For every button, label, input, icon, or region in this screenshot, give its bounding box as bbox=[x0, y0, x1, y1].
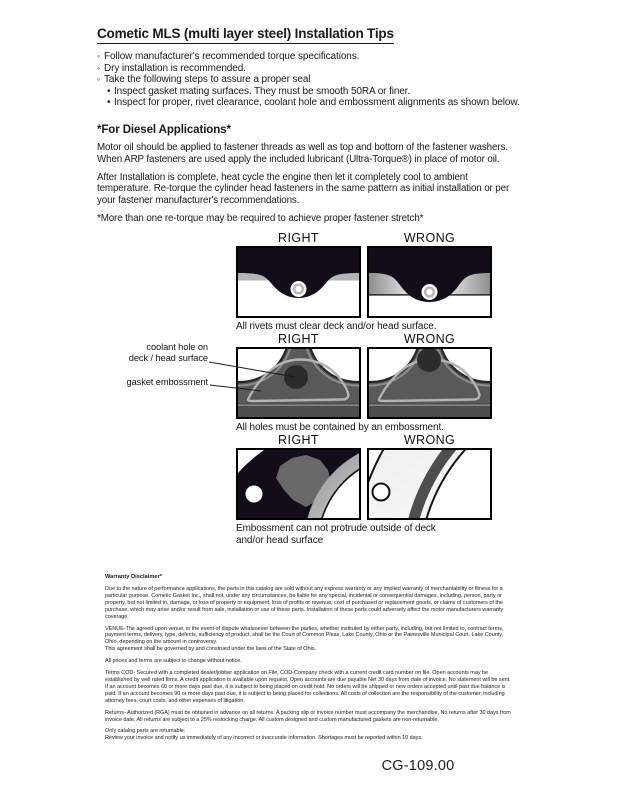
retorque-note: *More than one re-torque may be required to achieve proper fastener stretch* bbox=[97, 212, 424, 224]
diagram-hole-wrong-image bbox=[367, 347, 492, 419]
right-label: RIGHT bbox=[278, 433, 319, 447]
diagram-rivet-right-image bbox=[236, 246, 361, 318]
legal-paragraph: This agreement shall be governed by and construed under the laws of the State of Ohio. bbox=[105, 646, 317, 653]
diagram-images bbox=[236, 347, 492, 419]
diagram-hole-right-image bbox=[236, 347, 361, 419]
content-column bbox=[97, 25, 521, 225]
right-label: RIGHT bbox=[278, 231, 319, 245]
diagram-caption bbox=[236, 523, 492, 547]
caption-line: and/or head surface bbox=[236, 535, 324, 546]
diagram-labels bbox=[236, 332, 492, 346]
right-label: RIGHT bbox=[278, 332, 319, 346]
filled-bullet-icon: • bbox=[107, 97, 111, 109]
legal-section bbox=[105, 574, 515, 742]
diagram-rivet-wrong-image bbox=[367, 246, 492, 318]
caption-line: Embossment can not protrude outside of deck bbox=[236, 523, 436, 534]
diagram-images bbox=[236, 246, 492, 318]
list-item-text: Inspect gasket mating surfaces. They must be smooth 50RA or finer. bbox=[114, 85, 411, 97]
list-item bbox=[97, 51, 521, 63]
list-item-text: Take the following steps to assure a proper seal bbox=[104, 74, 311, 86]
diagram-labels bbox=[236, 231, 492, 245]
legal-paragraph: All prices and terms are subject to change without notice. bbox=[105, 658, 242, 665]
diesel-paragraph: After Installation is complete, heat cycle the engine then let it completely cool to ambient temperature. Re-torque the cylinder head fasteners in the same pattern as initial installation or per your fastener manufacturer's recommendations. bbox=[97, 171, 510, 207]
list-item-text: Follow manufacturer's recommended torque specifications. bbox=[104, 51, 360, 62]
diagram-protrusion-wrong-image bbox=[367, 448, 492, 520]
legal-paragraph: Due to the nature of performance applications, the parts in this catalog are sold without any express warranty or any implied warranty of merchantability or fitness for a particular purpose. Cometic Gasket Inc., shall not, under any circumstances, be liable for any special, incidental or consequential damages, including, person, party or property, but not limited to, damage, or loss of property or equipment, loss of profits or revenue, cost of purchased or replacement goods, or claims of customers of the purchase, which may arise and/or result from sale, installation or use of these parts. Installation of these parts could adversely affect the motor manufacturers warranty coverage. bbox=[105, 586, 504, 620]
page-number: CG-109.00 bbox=[381, 758, 455, 774]
pointer-label-line: coolant hole on bbox=[146, 342, 208, 352]
open-bullet-icon: ◦ bbox=[97, 74, 101, 85]
wrong-label: WRONG bbox=[403, 332, 456, 346]
pointer-label-line: deck / head surface bbox=[128, 352, 208, 363]
diagram-images bbox=[236, 448, 492, 520]
open-bullet-icon: ◦ bbox=[97, 62, 101, 73]
wrong-label: WRONG bbox=[403, 231, 456, 245]
legal-paragraph: Review your invoice and notify us immediately of any incorrect or inaccurate information. Shortages must be reported within 10 days. bbox=[105, 735, 423, 742]
gasket-embossment-pointer-label: gasket embossment bbox=[126, 377, 208, 387]
list-item bbox=[97, 97, 521, 109]
list-item bbox=[97, 63, 521, 75]
diagram-caption: All holes must be contained by an embossment. bbox=[236, 422, 444, 433]
filled-bullet-icon: • bbox=[107, 85, 111, 97]
diagram-protrusion-right-image bbox=[236, 448, 361, 520]
diagram-set-rivet-clearance bbox=[236, 231, 492, 333]
list-item-text: Dry installation is recommended. bbox=[104, 62, 246, 74]
list-item bbox=[97, 86, 521, 98]
diagram-set-hole-embossment bbox=[126, 332, 492, 434]
coolant-hole-pointer-label bbox=[88, 342, 208, 364]
warranty-disclaimer-heading: Warranty Disclaimer* bbox=[105, 574, 163, 580]
list-item bbox=[97, 74, 521, 86]
legal-paragraph: Only catalog parts are returnable. bbox=[105, 728, 186, 735]
diesel-section-heading: *For Diesel Applications* bbox=[97, 123, 231, 136]
tips-list bbox=[97, 51, 521, 109]
diesel-paragraph: Motor oil should be applied to fastener threads as well as top and bottom of the fastener washers. When ARP fasteners are used apply the included lubricant (Ultra-Torque®) in place of motor oil. bbox=[97, 141, 508, 165]
diagram-labels bbox=[236, 433, 492, 447]
legal-paragraph: Returns- Authorized (RGA) must be obtained in advance on all returns. A packing slip or invoice number must accompany the merchandise. No returns after 30 days from invoice date. All returns are subject to a 25% restocking charge. All custom designed and custom manufactured gaskets are non-returnable. bbox=[105, 709, 511, 723]
list-item-text: Inspect for proper, rivet clearance, coolant hole and embossment alignments as shown below. bbox=[114, 97, 520, 109]
page-title: Cometic MLS (multi layer steel) Installation Tips bbox=[97, 26, 394, 44]
diagram-caption: All rivets must clear deck and/or head surface. bbox=[236, 321, 437, 332]
diagram-set-embossment-protrusion bbox=[236, 433, 492, 547]
legal-paragraph: Terms COD- Secured with a completed dealer/jobber application on File, COD-Company check with a current credit card number on file. Open accounts may be established by well rated firms. A credit application is available upon request. Open accounts are due payable Net 30 days from date of invoice. No statement will be sent. If an account becomes 60 or more days past due, it is subject to being placed on credit hold. No orders will be shipped or new orders accepted until past due balance is paid. If an account becomes 90 or more days past due, it is subject to being placed for collections. All costs of collection are the responsibility of the customer, including attorney fees, court costs, and other expenses of litigation. bbox=[105, 670, 511, 704]
wrong-label: WRONG bbox=[403, 433, 456, 447]
legal-paragraph: VENUE-The agreed upon venue, in the event of dispute whatsoever between the parties, whether instituted by either party, including, but not limited to, contract terms, payment terms, delivery, type, defects, sufficiency of product, shall be the Court of Common Pleas, Lake County, Ohio or the Painesville Municipal Court, Lake County, Ohio, depending on the amount in controversy. bbox=[105, 625, 504, 646]
open-bullet-icon: ◦ bbox=[97, 51, 101, 61]
